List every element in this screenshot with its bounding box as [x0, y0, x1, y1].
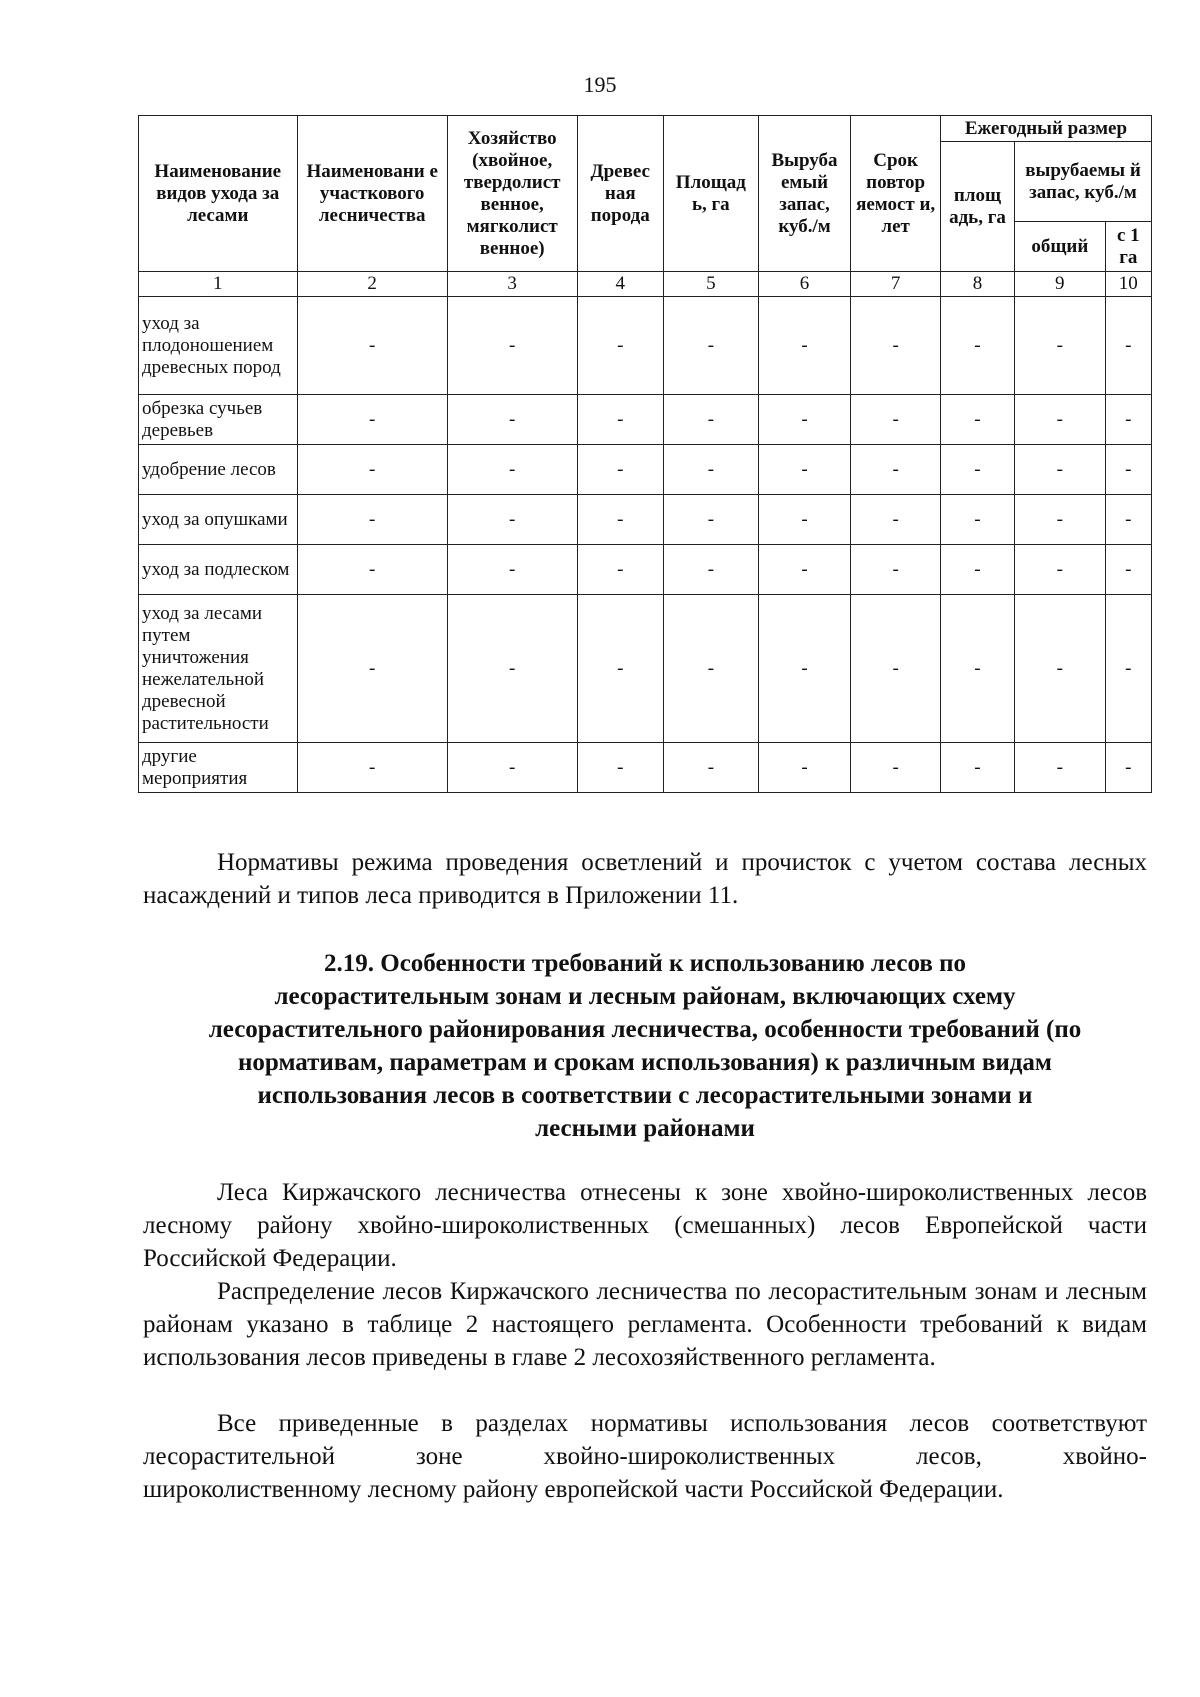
care-type-name: уход за подлеском [139, 545, 298, 595]
table-row [139, 297, 1152, 395]
table-cell: - [758, 495, 851, 545]
table-cell: - [758, 545, 851, 595]
table-cell: - [1105, 545, 1151, 595]
table-cell: - [664, 297, 759, 395]
table-cell: - [758, 297, 851, 395]
header-felled-stock: Выруба емый запас, куб./м [758, 116, 851, 272]
table-body [139, 297, 1152, 793]
column-number: 4 [577, 272, 663, 297]
table-cell: - [1015, 445, 1106, 495]
column-number: 6 [758, 272, 851, 297]
table-cell: - [297, 445, 447, 495]
table-cell: - [758, 743, 851, 793]
table-cell: - [447, 445, 577, 495]
table-cell: - [851, 445, 941, 495]
table-cell: - [447, 297, 577, 395]
care-type-name: уход за лесами путем уничтожения нежелательной древесной растительности [139, 595, 298, 743]
table-cell: - [1105, 495, 1151, 545]
table-cell: - [1105, 595, 1151, 743]
heading-line: использования лесов в соответствии с лесорастительными зонами и [257, 1082, 1033, 1109]
header-economy: Хозяйство (хвойное, твердолист венное, мягколист венное) [447, 116, 577, 272]
table-cell: - [851, 395, 941, 445]
heading-line: лесными районами [535, 1115, 755, 1142]
column-number: 8 [940, 272, 1014, 297]
table-cell: - [940, 445, 1014, 495]
table-cell: - [577, 297, 663, 395]
paragraph-norms-compliance-end: широколиственному лесному району европейской части Российской Федерации. [143, 1476, 1004, 1503]
table-cell: - [940, 297, 1014, 395]
table-cell: - [577, 395, 663, 445]
table-cell: - [1105, 445, 1151, 495]
table-cell: - [664, 495, 759, 545]
paragraph-distribution: Распределение лесов Киржачского лесничества по лесорастительным зонам и лесным районам указано в таблице 2 настоящего регламента. Особенности требований к видам использования лесов приведены в главе 2 лесохозяйственного регламента. [143, 1278, 1147, 1371]
table-row [139, 743, 1152, 793]
header-species: Древес ная порода [577, 116, 663, 272]
table-row [139, 395, 1152, 445]
table-cell: - [577, 743, 663, 793]
table-cell: - [577, 595, 663, 743]
table-cell: - [664, 395, 759, 445]
table-cell: - [1105, 743, 1151, 793]
care-type-name: обрезка сучьев деревьев [139, 395, 298, 445]
table-cell: - [758, 595, 851, 743]
table-cell: - [1015, 495, 1106, 545]
column-number: 3 [447, 272, 577, 297]
header-repeat-period: Срок повтор яемост и, лет [851, 116, 941, 272]
table-cell: - [447, 595, 577, 743]
table-cell: - [940, 743, 1014, 793]
table-cell: - [447, 545, 577, 595]
table-cell: - [664, 743, 759, 793]
care-type-name: другие мероприятия [139, 743, 298, 793]
header-volume-per-ha: с 1 га [1105, 222, 1151, 272]
heading-line: нормативам, параметрам и срокам использования) к различным видам [238, 1049, 1052, 1076]
table-cell: - [940, 495, 1014, 545]
table-cell: - [851, 545, 941, 595]
header-volume-total: общий [1015, 222, 1106, 272]
paragraph-norms-compliance: Все приведенные в разделах нормативы использования лесов соответствуют лесорастительной зоне хвойно-широколиственных лесов, хвойно- [143, 1410, 1147, 1470]
table-cell: - [664, 545, 759, 595]
table-cell: - [940, 595, 1014, 743]
table-cell: - [297, 595, 447, 743]
table-cell: - [447, 743, 577, 793]
paragraph-thinning-norms: Нормативы режима проведения осветлений и прочисток с учетом состава лесных насаждений и типов леса приводится в Приложении 11. [143, 849, 1147, 909]
section-heading [143, 947, 1147, 1145]
table-cell: - [851, 595, 941, 743]
heading-line: лесорастительного районирования лесничества, особенности требований (по [208, 1016, 1082, 1043]
heading-line: лесорастительным зонам и лесным районам, включающих схему [274, 983, 1016, 1010]
table-cell: - [851, 495, 941, 545]
table-cell: - [940, 545, 1014, 595]
table-cell: - [1105, 297, 1151, 395]
table-cell: - [297, 743, 447, 793]
table-row [139, 545, 1152, 595]
column-number: 7 [851, 272, 941, 297]
table-cell: - [1015, 743, 1106, 793]
table-row [139, 495, 1152, 545]
table-cell: - [1015, 395, 1106, 445]
page-number: 195 [583, 72, 617, 97]
forest-care-table [138, 115, 1152, 793]
column-number: 1 [139, 272, 298, 297]
header-annual-size: Ежегодный размер [940, 116, 1151, 142]
table-cell: - [447, 395, 577, 445]
table-cell: - [1105, 395, 1151, 445]
table-cell: - [297, 545, 447, 595]
column-numbers-row [139, 272, 1152, 297]
paragraph-forest-zone: Леса Киржачского лесничества отнесены к зоне хвойно-широколиственных лесов лесному району хвойно-широколиственных (смешанных) лесов Европейской части Российской Федерации. [143, 1179, 1147, 1272]
table-cell: - [297, 297, 447, 395]
table-cell: - [851, 743, 941, 793]
care-type-name: уход за плодоношением древесных пород [139, 297, 298, 395]
table-cell: - [940, 395, 1014, 445]
heading-line: 2.19. Особенности требований к использованию лесов по [324, 950, 966, 977]
table-cell: - [577, 445, 663, 495]
table-cell: - [447, 495, 577, 545]
care-type-name: удобрение лесов [139, 445, 298, 495]
table-cell: - [577, 495, 663, 545]
table-row [139, 445, 1152, 495]
table-cell: - [1015, 545, 1106, 595]
table-cell: - [297, 495, 447, 545]
table-cell: - [577, 545, 663, 595]
care-type-name: уход за опушками [139, 495, 298, 545]
column-number: 9 [1015, 272, 1106, 297]
column-number: 10 [1105, 272, 1151, 297]
table-cell: - [758, 445, 851, 495]
header-annual-area: площ адь, га [940, 142, 1014, 272]
table-cell: - [758, 395, 851, 445]
header-care-type: Наименование видов ухода за лесами [139, 116, 298, 272]
table-cell: - [1015, 297, 1106, 395]
table-row [139, 595, 1152, 743]
table-cell: - [664, 445, 759, 495]
header-annual-volume: вырубаемы й запас, куб./м [1015, 142, 1152, 222]
table-cell: - [664, 595, 759, 743]
table-cell: - [851, 297, 941, 395]
table-cell: - [297, 395, 447, 445]
header-area: Площад ь, га [664, 116, 759, 272]
header-district: Наименовани е участкового лесничества [297, 116, 447, 272]
table-cell: - [1015, 595, 1106, 743]
column-number: 5 [664, 272, 759, 297]
column-number: 2 [297, 272, 447, 297]
